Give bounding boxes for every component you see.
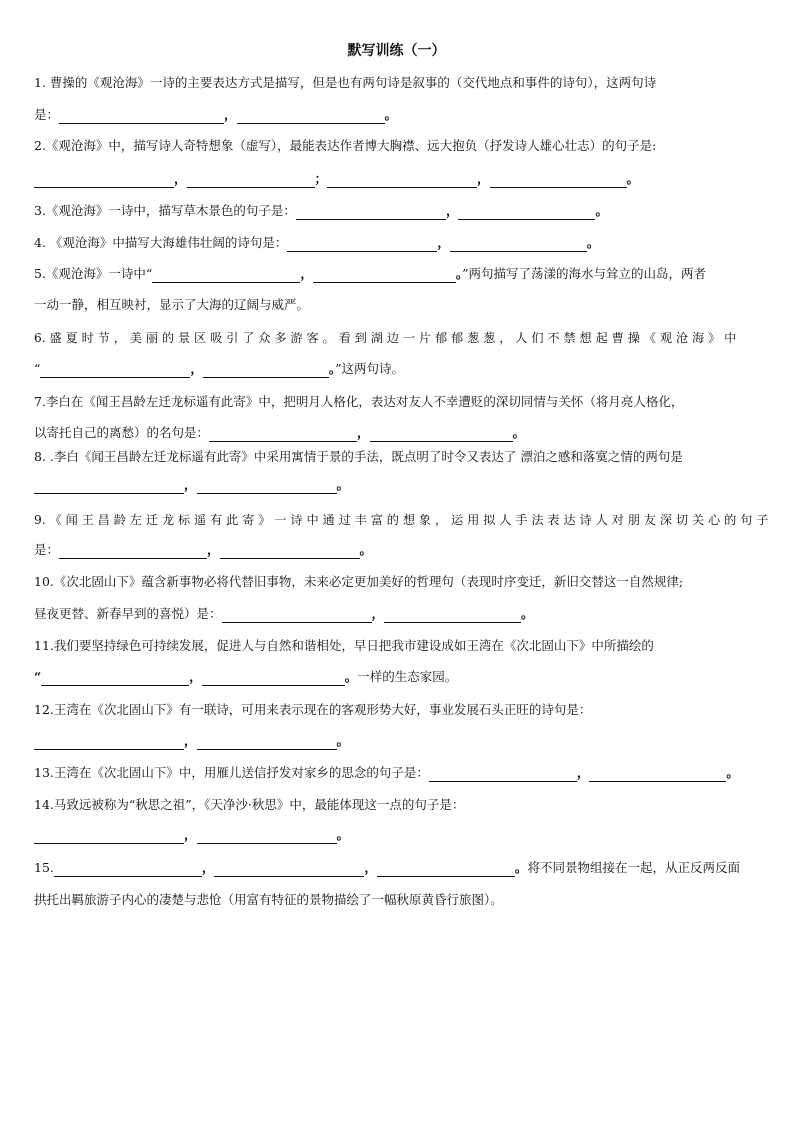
question-6-line2: “ ， 。”这两句诗。: [34, 361, 405, 376]
question-8-line1: 8. .李白《闻王昌龄左迁龙标遥有此寄》中采用寓情于景的手法，既点明了时令又表达了 漂泊之感和落寞之情的两句是: [34, 449, 683, 464]
answer-blank[interactable]: [287, 237, 437, 252]
answer-blank[interactable]: [589, 767, 726, 782]
answer-blank[interactable]: [34, 479, 184, 494]
answer-blank[interactable]: [377, 862, 515, 877]
answer-blank[interactable]: [370, 427, 513, 442]
question-10-line2: 昼夜更替、新春早到的喜悦）是： ， 。: [34, 606, 534, 621]
question-10-line1: 10.《次北固山下》蕴含新事物必将代替旧事物，未来必定更加美好的哲理句（表现时序变迁，新旧交替这一自然规律;: [34, 574, 684, 589]
answer-blank[interactable]: [59, 544, 207, 559]
answer-blank[interactable]: [34, 829, 184, 844]
answer-blank[interactable]: [237, 109, 385, 124]
answer-blank[interactable]: [41, 671, 189, 686]
question-7-line1: 7.李白在《闻王昌龄左迁龙标遥有此寄》中，把明月人格化，表达对友人不幸遭贬的深切同情与关怀（将月亮人格化，: [34, 394, 684, 409]
answer-blank[interactable]: [34, 735, 184, 750]
answer-blank[interactable]: [222, 608, 372, 623]
question-13-line1: 13.王湾在《次北固山下》中，用雁儿送信抒发对家乡的思念的句子是： ， 。: [34, 765, 739, 780]
question-5-line1: 5.《观沧海》一诗中“ ， 。”两句描写了荡漾的海水与耸立的山岛，两者: [34, 266, 707, 281]
question-11-line1: 11.我们要坚持绿色可持续发展，促进人与自然和谐相处，早日把我市建设成如王湾在《次北固山下》中所描绘的: [34, 638, 654, 653]
question-2-answer: ， ； ， 。: [34, 170, 762, 188]
question-8-answer: ， 。: [34, 476, 762, 494]
answer-blank[interactable]: [59, 109, 224, 124]
question-12-answer: ， 。: [34, 732, 762, 750]
answer-blank[interactable]: [450, 237, 587, 252]
question-1-line2: 是： ， 。: [34, 107, 398, 122]
question-3-line1: 3.《观沧海》一诗中，描写草木景色的句子是： ， 。: [34, 203, 608, 218]
question-9-line1: 9. 《 闻 王 昌 龄 左 迁 龙 标 遥 有 此 寄 》 一 诗 中 通 过 丰 富 的 想 象 ， 运 用 拟 人 手 法 表 达 诗 人 对 朋 友 深 切 关 心 的 句 子: [34, 513, 769, 527]
answer-blank[interactable]: [202, 671, 345, 686]
answer-blank[interactable]: [54, 862, 202, 877]
question-6-line1: 6. 盛 夏 时 节 ， 美 丽 的 景 区 吸 引 了 众 多 游 客 。 看 到 湖 边 一 片 郁 郁 葱 葱 ， 人 们 不 禁 想 起 曹 操 《 观 沧 海 》 中: [34, 331, 737, 345]
answer-blank[interactable]: [187, 173, 315, 188]
question-4-line1: 4. 《观沧海》中描写大海雄伟壮阔的诗句是： ， 。: [34, 235, 600, 250]
question-1-line1: 1. 曹操的《观沧海》一诗的主要表达方式是描写，但是也有两句诗是叙事的（交代地点和事件的诗句），这两句诗: [34, 75, 657, 90]
answer-blank[interactable]: [384, 608, 521, 623]
answer-blank[interactable]: [458, 205, 595, 220]
answer-blank[interactable]: [429, 767, 577, 782]
answer-blank[interactable]: [327, 173, 477, 188]
question-5-line2: 一动一静，相互映衬，显示了大海的辽阔与威严。: [34, 297, 310, 312]
answer-blank[interactable]: [152, 268, 300, 283]
question-12-line1: 12.王湾在《次北固山下》有一联诗，可用来表示现在的客观形势大好，事业发展石头正旺的诗句是：: [34, 702, 592, 717]
question-9-line2: 是： ， 。: [34, 542, 373, 557]
answer-blank[interactable]: [313, 268, 456, 283]
question-15-line1: 15. ， ， 。将不同景物组接在一起，从正反两反面: [34, 860, 740, 875]
question-14-line1: 14.马致远被称为“秋思之祖”，《天净沙·秋思》中，最能体现这一点的句子是：: [34, 797, 465, 812]
answer-blank[interactable]: [40, 363, 190, 378]
answer-blank[interactable]: [220, 544, 360, 559]
question-7-line2: 以寄托自己的离愁）的名句是： ， 。: [34, 425, 526, 440]
answer-blank[interactable]: [296, 205, 446, 220]
answer-blank[interactable]: [197, 479, 337, 494]
answer-blank[interactable]: [209, 427, 357, 442]
answer-blank[interactable]: [34, 173, 174, 188]
answer-blank[interactable]: [214, 862, 364, 877]
question-14-answer: ， 。: [34, 826, 762, 844]
question-15-line2: 拱托出羁旅游子内心的凄楚与悲怆（用富有特征的景物描绘了一幅秋原黄昏行旅图）。: [34, 892, 503, 907]
page-title: 默写训练（一）: [347, 43, 446, 59]
question-11-line2: “ ， 。一样的生态家园。: [34, 669, 458, 684]
answer-blank[interactable]: [203, 363, 329, 378]
answer-blank[interactable]: [490, 173, 627, 188]
answer-blank[interactable]: [197, 829, 337, 844]
answer-blank[interactable]: [197, 735, 337, 750]
question-2-line1: 2.《观沧海》中，描写诗人奇特想象（虚写），最能表达作者博大胸襟、远大抱负（抒发诗人雄心壮志）的句子是:: [34, 138, 657, 153]
